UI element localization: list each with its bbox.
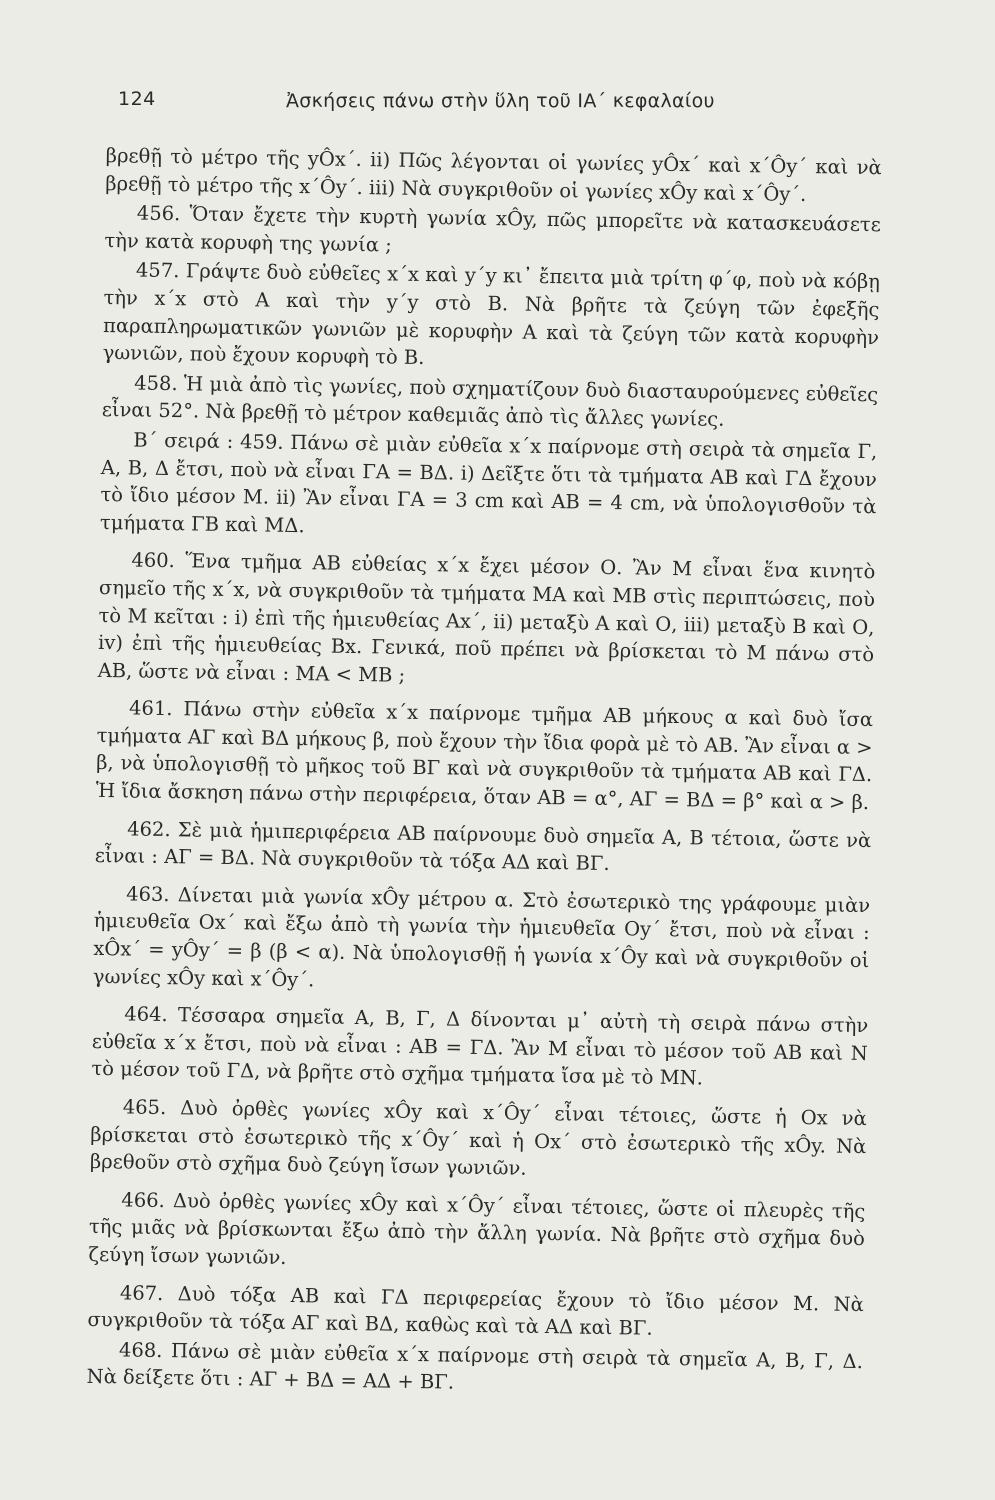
exercise-456: 456. Ὅταν ἔχετε τὴν κυρτὴ γωνία xÔy, πῶς μπορεῖτε νὰ κατασκευάσετε τὴν κατὰ κορυφὴ της γωνία ; [104, 201, 881, 257]
exercise-462: 462. Σὲ μιὰ ἡμιπεριφέρεια ΑΒ παίρνουμε δυὸ σημεῖα Α, Β τέτοια, ὥστε νὰ εἶναι : ΑΓ = ΒΔ. Νὰ συγκριθοῦν τὰ τόξα ΑΔ καὶ ΒΓ. [94, 817, 872, 876]
page-body [86, 142, 882, 1403]
exercise-466: 466. Δυὸ ὀρθὲς γωνίες xÔy καὶ x΄Ôy΄ εἶναι τέτοιες, ὥστε οἱ πλευρὲς τῆς τῆς μιᾶς νὰ βρίσκωνται ἔξω ἀπὸ τὴν ἄλλη γωνία. Νὰ βρῆτε στὸ σχῆμα δυὸ ζεύγη ἴσων γωνιῶν. [88, 1188, 866, 1269]
running-title: Ἀσκήσεις πάνω στὴν ὕλη τοῦ ΙΑ΄ κεφαλαίου [286, 90, 715, 112]
paragraph-continuation: βρεθῇ τὸ μέτρο τῆς yÔx΄. ii) Πῶς λέγονται οἱ γωνίες yÔx΄ καὶ x΄Ôy΄ καὶ νὰ βρεθῇ τὸ μέτρο τῆς x΄Ôy΄. iii) Νὰ συγκριθοῦν οἱ γωνίες xÔy καὶ x΄Ôy΄. [105, 143, 882, 206]
exercise-457: 457. Γράψτε δυὸ εὐθεῖες x΄x καὶ y΄y κι᾽ ἔπειτα μιὰ τρίτη φ΄φ, ποὺ νὰ κόβῃ τὴν x΄x στὸ Α καὶ τὴν y΄y στὸ Β. Νὰ βρῆτε τὰ ζεύγη τῶν ἐφεξῆς παραπληρωματικῶν γωνιῶν μὲ κορυφὴν Α καὶ τὰ ζεύγη τῶν κατὰ κορυφὴν γωνιῶν, ποὺ ἔχουν κορυφὴ τὸ Β. [102, 258, 881, 370]
page-header [118, 88, 878, 118]
exercise-458: 458. Ἡ μιὰ ἀπὸ τὶς γωνίες, ποὺ σχηματίζουν δυὸ διασταυρούμενες εὐθεῖες εἶναι 52°. Νὰ βρεθῇ τὸ μέτρον καθεμιᾶς ἀπὸ τὶς ἄλλες γωνίες. [101, 371, 879, 432]
page-number: 124 [118, 88, 156, 110]
exercise-463: 463. Δίνεται μιὰ γωνία xÔy μέτρου α. Στὸ ἐσωτερικὸ της γράφουμε μιὰν ἡμιευθεῖα Ox΄ καὶ ἔξω ἀπὸ τὴ γωνία τὴν ἡμιευθεῖα Oy΄ ἔτσι, ποὺ νὰ εἶναι : xÔx΄ = yÔy΄ = β (β < α). Νὰ ὑπολογισθῇ ἡ γωνία x΄Ôy καὶ νὰ συγκριθοῦν οἱ γωνίες xÔy καὶ x΄Ôy΄. [92, 882, 871, 991]
exercise-461: 461. Πάνω στὴν εὐθεῖα x΄x παίρνομε τμῆμα ΑΒ μήκους α καὶ δυὸ ἴσα τμήματα ΑΓ καὶ ΒΔ μήκους β, ποὺ ἔχουν τὴν ἴδια φορὰ μὲ τὸ ΑΒ. Ἂν εἶναι α > β, νὰ ὑπολογισθῇ τὸ μῆκος τοῦ ΒΓ καὶ νὰ συγκριθοῦν τὰ τμήματα ΑΒ καὶ ΓΔ. Ἡ ἴδια ἄσκηση πάνω στὴν περιφέρεια, ὅταν ΑΒ = α°, ΑΓ = ΒΔ = β° καὶ α > β. [95, 696, 874, 815]
exercise-460: 460. Ἕνα τμῆμα ΑΒ εὐθείας x΄x ἔχει μέσον Ο. Ἂν Μ εἶναι ἕνα κινητὸ σημεῖο τῆς x΄x, νὰ συγκριθοῦν τὰ τμήματα ΜΑ καὶ ΜΒ στὶς περιπτώσεις, ποὺ τὸ Μ κεῖται : i) ἐπὶ τῆς ἡμιευθείας Αx΄, ii) μεταξὺ Α καὶ Ο, iii) μεταξὺ Β καὶ Ο, iv) ἐπὶ τῆς ἡμιευθείας Βx. Γενικά, ποῦ πρέπει νὰ βρίσκεται τὸ Μ πάνω στὸ ΑΒ, ὥστε νὰ εἶναι : ΜΑ < ΜΒ ; [97, 548, 876, 687]
exercise-465: 465. Δυὸ ὀρθὲς γωνίες xÔy καὶ x΄Ôy΄ εἶναι τέτοιες, ὥστε ἡ Οx νὰ βρίσκεται στὸ ἐσωτερικὸ τῆς x΄Ôy΄ καὶ ἡ Οx΄ στὸ ἐσωτερικὸ τῆς xÔy. Νὰ βρεθοῦν στὸ σχῆμα δυὸ ζεύγη ἴσων γωνιῶν. [89, 1095, 867, 1180]
exercise-464: 464. Τέσσαρα σημεῖα Α, Β, Γ, Δ δίνονται μ᾽ αὐτὴ τὴ σειρὰ πάνω στὴν εὐθεῖα x΄x ἔτσι, ποὺ νὰ εἶναι : ΑΒ = ΓΔ. Ἂν Μ εἶναι τὸ μέσον τοῦ ΑΒ καὶ Ν τὸ μέσον τοῦ ΓΔ, νὰ βρῆτε στὸ σχῆμα τμήματα ἴσα μὲ τὸ ΜΝ. [91, 1002, 869, 1090]
exercise-467: 467. Δυὸ τόξα ΑΒ καὶ ΓΔ περιφερείας ἔχουν τὸ ἴδιο μέσον Μ. Νὰ συγκριθοῦν τὰ τόξα ΑΓ καὶ ΒΔ, καθὼς καὶ τὰ ΑΔ καὶ ΒΓ. [87, 1280, 865, 1340]
exercise-459: Β΄ σειρά : 459. Πάνω σὲ μιὰν εὐθεῖα x΄x παίρνομε στὴ σειρὰ τὰ σημεῖα Γ, Α, Β, Δ ἔτσι, ποὺ νὰ εἶναι ΓΑ = ΒΔ. i) Δεῖξτε ὅτι τὰ τμήματα ΑΒ καὶ ΓΔ ἔχουν τὸ ἴδιο μέσον Μ. ii) Ἂν εἶναι ΓΑ = 3 cm καὶ ΑΒ = 4 cm, νὰ ὑπολογισθοῦν τὰ τμήματα ΓΒ καὶ ΜΔ. [99, 428, 878, 537]
exercise-468: 468. Πάνω σὲ μιὰν εὐθεῖα x΄x παίρνομε στὴ σειρὰ τὰ σημεῖα Α, Β, Γ, Δ. Νὰ δείξετε ὅτι : ΑΓ + ΒΔ = ΑΔ + ΒΓ. [86, 1338, 864, 1394]
